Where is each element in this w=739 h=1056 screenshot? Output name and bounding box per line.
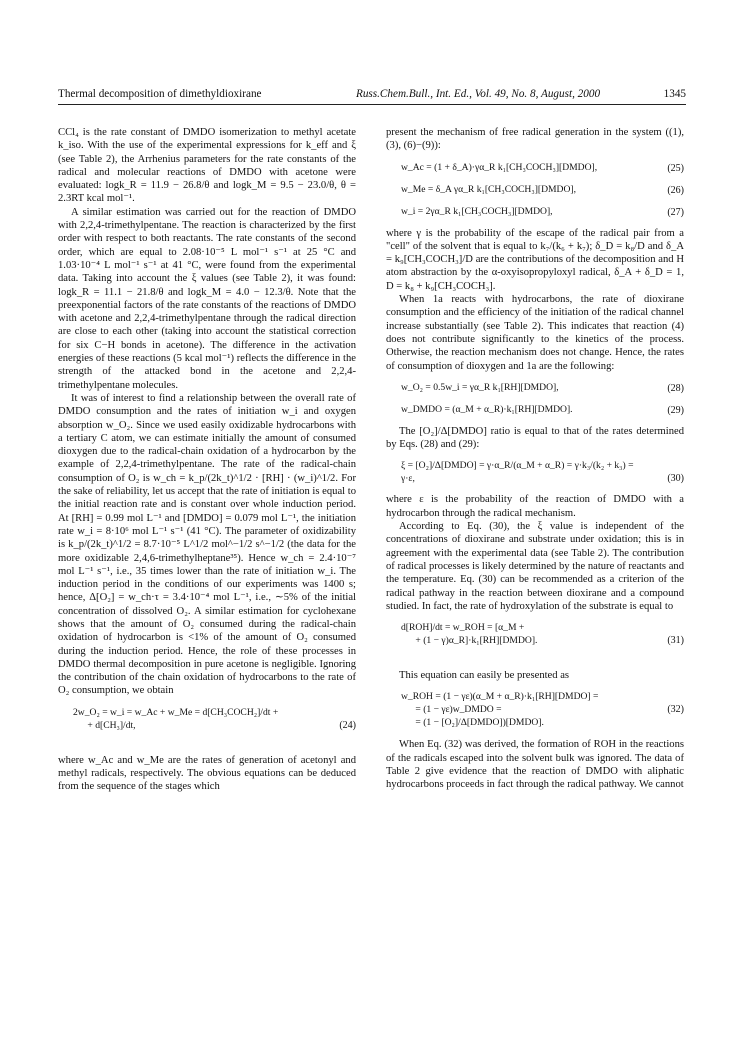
equation-body: d[ROH]/dt = w_ROH = [α_M + + (1 − γ)α_R]·k₁[RH][DMDO]. xyxy=(401,622,538,647)
equation-body: w_Me = δ_A γα_R k₁[CH₃COCH₃][DMDO], xyxy=(401,183,577,195)
paragraph: present the mechanism of free radical generation in the system ((1), (3), (6)−(9)): xyxy=(386,127,684,152)
equation-number: (29) xyxy=(667,404,684,416)
paragraph: The [O₂]/Δ[DMDO] ratio is equal to that of the rates determined by Eqs. (28) and (29): xyxy=(386,425,684,451)
equation-number: (28) xyxy=(667,382,684,394)
equation-number: (30) xyxy=(667,473,684,485)
equation-body: w_ROH = (1 − γε)(α_M + α_R)·k₁[RH][DMDO] = = (1 − γε)w_DMDO = = (1 − [O₂]/Δ[DMDO])[DMDO]. xyxy=(401,691,599,729)
paragraph: When Eq. (32) was derived, the formation of ROH in the reactions of the radicals escaped into the solvent bulk was ignored. The data of Table 2 give evidence that the reaction of DMDO with aliphatic hydrocarbons proceeds in fact through the radical pathway. We cannot xyxy=(386,739,684,791)
paragraph: CCl₄ is the rate constant of DMDO isomerization to methyl acetate k_iso. With the use of the experimental expressions for k_eff and ξ (see Table 2), the Arrhenius parameters for the rate constants of the radical and molecular reactions of DMDO with acetone were evaluated: logk_R = 11.9 − 26.8/θ and logk_M = 9.5 − 23.0/θ, θ = 2.3RT kcal mol⁻¹. xyxy=(58,127,356,205)
equation-24 xyxy=(58,706,356,746)
right-column xyxy=(386,126,684,792)
equation-body: w_i = 2γα_R k₁[CH₃COCH₃][DMDO], xyxy=(401,205,553,217)
equation-number: (32) xyxy=(667,704,684,716)
header-title: Thermal decomposition of dimethyldioxirane xyxy=(58,88,262,100)
page-number: 1345 xyxy=(663,88,686,100)
equation-25 xyxy=(386,161,684,175)
paragraph: where γ is the probability of the escape of the radical pair from a "cell" of the solvent that is equal to k₇/(k₆ + k₇); δ_D = k₈/D and δ_A = k₉[CH₃COCH₃]/D are the contributions of the decomposition and H atom abstraction by the α-oxyisopropyloxyl radical, δ_A + δ_D = 1, D = k₈ + k₉[CH₃COCH₃]. xyxy=(386,227,684,292)
equation-30 xyxy=(386,459,684,485)
equation-number: (27) xyxy=(667,206,684,218)
paragraph: where w_Ac and w_Me are the rates of generation of acetonyl and methyl radicals, respectively. The obvious equations can be deduced from the sequence of the stages which xyxy=(58,754,356,793)
equation-32 xyxy=(386,690,684,730)
left-column xyxy=(58,126,356,794)
paragraph: According to Eq. (30), the ξ value is independent of the concentrations of dioxirane and substrate under oxidation; this is in agreement with the experimental data (see Table 2). The contribution of radical processes is likely determined by the nature of reactants and the temperature. Eq. (30) can be recommended as a criterion of the radical pathway in the reaction between dioxirane and a compound studied. In fact, the rate of hydroxylation of the substrate is equal to xyxy=(386,521,684,612)
equation-body: 2w_O₂ = w_i = w_Ac + w_Me = d[CH₃COCH₂]/dt + + d[CH₃]/dt, xyxy=(73,706,279,731)
equation-number: (24) xyxy=(339,719,356,731)
equation-number: (25) xyxy=(667,162,684,174)
equation-body: w_O₂ = 0.5w_i = γα_R k₁[RH][DMDO], xyxy=(401,381,559,393)
equation-body: w_DMDO = (α_M + α_R)·k₁[RH][DMDO]. xyxy=(401,403,573,415)
equation-27 xyxy=(386,205,684,219)
equation-number: (26) xyxy=(667,184,684,196)
paragraph: This equation can easily be presented as xyxy=(399,670,570,682)
equation-31 xyxy=(386,621,684,661)
equation-body: w_Ac = (1 + δ_A)·γα_R k₁[CH₃COCH₃][DMDO], xyxy=(401,161,598,173)
equation-26 xyxy=(386,183,684,197)
paragraph: where ε is the probability of the reaction of DMDO with a hydrocarbon through the radical mechanism. xyxy=(386,494,684,519)
paragraph: When 1a reacts with hydrocarbons, the rate of dioxirane consumption and the efficiency of the initiation of the radical channel increase substantially (see Table 2). This indicates that reaction (4) does not contribute significantly to the kinetics of the process. Otherwise, the reaction mechanism does not change. Hence, the rates of consumption of dioxygen and 1a are the following: xyxy=(386,294,684,372)
equation-28 xyxy=(386,381,684,395)
equation-29 xyxy=(386,403,684,417)
paragraph: A similar estimation was carried out for the reaction of DMDO with 2,2,4-trimethylpentane. The reaction is characterized by the first order with respect to both reactants. The rate constants of the second order, which are equal to 2.08·10⁻⁵ L mol⁻¹ s⁻¹ at 25 °C and 1.03·10⁻⁴ L mol⁻¹ s⁻¹ at 41 °C, were found from the experimental data. Taking into account the ξ values (see Table 2), it was found: logk_R = 11.1 − 21.8/θ and logk_M = 4.0 − 12.3/θ. Note that the preexponential factors of the rate constants of the reactions of DMDO with acetone and 2,2,4-trimethylpentane through the radical direction are close to each other (taking into account the statistical correction for six C−H bonds in acetone). The difference in the activation energies of these reactions (5 kcal mol⁻¹) reflects the difference in the strength of the attacked bond in the acetone and 2,2,4-trimethylpentane molecules. xyxy=(58,206,356,391)
equation-body: ξ = [O₂]/Δ[DMDO] = γ·α_R/(α_M + α_R) = γ·k₃/(k₂ + k₃) = γ·ε, xyxy=(401,460,636,485)
equation-number: (31) xyxy=(667,635,684,647)
paragraph: It was of interest to find a relationship between the overall rate of DMDO consumption and the rates of initiation w_i and oxygen absorption w_O₂. Since we used easily oxidizable hydrocarbons with a tertiary C atom, we can estimate initially the amount of consumed dioxygen due to the radical-chain oxidation of a hydrocarbon by the example of 2,2,4-trimethylpentane. The rate of the radical-chain consumption of O₂ is w_ch = k_p/(2k_t)^1/2 · [RH] · (w_i)^1/2. For the sake of reliability, let us accept that the rate of initiation is equal to the initial reaction rate and is constant over whole induction period. At [RH] = 0.99 mol L⁻¹ and [DMDO] = 0.079 mol L⁻¹, the initiation rate w_i = 8·10⁶ mol L⁻¹ s⁻¹ (41 °C). The parameter of oxidizability is k_p/(2k_t)^1/2 = 8.7·10⁻⁵ L^1/2 mol^−1/2 s^−1/2 (the data for the more oxidizable 2,4,6-trimethylheptane³⁵). Hence w_ch = 2.4·10⁻⁷ mol L⁻¹ s⁻¹, i.e., 35 times lower than the rate of initiation w_i. The induction period in the conditions of our experiments was 1400 s; hence, Δ[O₂] = w_ch·τ = 3.4·10⁻⁴ mol L⁻¹, i.e., ∼5% of the initial concentration of dissolved O₂. A similar estimation for cyclohexane shows that the amount of O₂ consumed during the radical-chain oxidation of hydrocarbon is <1% of the amount of O₂ consumed during the induction period. Hence, the role of these processes in DMDO thermal decomposition in pure acetone is negligible. Ignoring the contribution of the chain oxidation of hydrocarbons to the rate of O₂ consumption, we obtain xyxy=(58,392,356,697)
header-journal: Russ.Chem.Bull., Int. Ed., Vol. 49, No. 8, August, 2000 xyxy=(356,88,601,100)
running-header xyxy=(58,88,686,105)
